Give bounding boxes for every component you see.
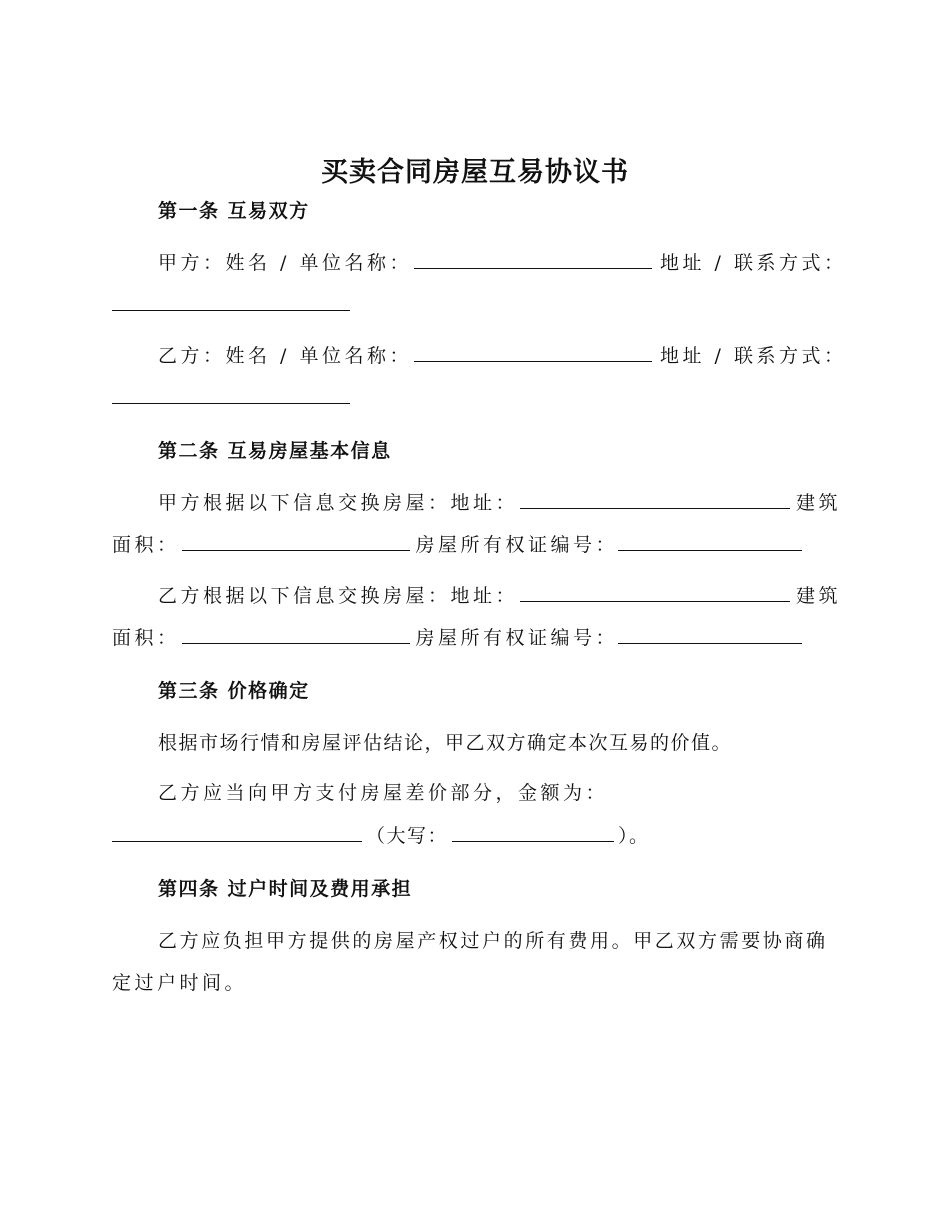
amount-blank[interactable] xyxy=(112,823,362,842)
party-a-address-label: 地址 / 联系方式： xyxy=(660,252,847,274)
party-b-line xyxy=(158,343,846,369)
amount-upper-close: ）。 xyxy=(618,825,650,847)
party-a-house-line xyxy=(158,490,841,516)
party-b-address-blank[interactable] xyxy=(112,385,350,404)
party-a-address-blank[interactable] xyxy=(112,292,350,311)
party-b-name-blank[interactable] xyxy=(414,343,652,362)
party-b-cert-blank[interactable] xyxy=(618,625,802,644)
party-a-area-line xyxy=(112,532,802,558)
amount-line xyxy=(112,823,650,849)
party-a-area-blank[interactable] xyxy=(182,532,410,551)
article-4-paragraph-line-2: 定过户时间。 xyxy=(112,972,248,994)
party-b-area-label-2: 面积： xyxy=(112,627,180,649)
party-b-area-line xyxy=(112,625,802,651)
article-3-paragraph-1: 根据市场行情和房屋评估结论，甲乙双方确定本次互易的价值。 xyxy=(158,732,733,754)
party-a-prefix: 甲方： xyxy=(158,252,226,274)
party-b-address-label: 地址 / 联系方式： xyxy=(660,345,847,367)
party-a-area-label-1: 建筑 xyxy=(796,492,842,514)
party-a-address-blank-line xyxy=(112,292,350,318)
party-b-address-blank-line xyxy=(112,385,350,411)
article-2-heading: 第二条 互易房屋基本信息 xyxy=(158,440,392,462)
party-b-prefix: 乙方： xyxy=(158,345,226,367)
document-title: 买卖合同房屋互易协议书 xyxy=(321,157,629,188)
article-3-heading: 第三条 价格确定 xyxy=(158,680,310,702)
party-a-house-address-label: 地址： xyxy=(450,492,519,514)
party-a-line xyxy=(158,250,846,276)
party-a-name-label: 姓名 / 单位名称： xyxy=(225,252,412,274)
article-1-heading: 第一条 互易双方 xyxy=(158,200,310,222)
party-a-cert-label: 房屋所有权证编号： xyxy=(415,534,619,556)
party-b-cert-label: 房屋所有权证编号： xyxy=(415,627,619,649)
party-b-area-blank[interactable] xyxy=(182,625,410,644)
party-a-name-blank[interactable] xyxy=(414,250,652,269)
party-b-house-line xyxy=(158,583,841,609)
article-3-paragraph-2: 乙方应当向甲方支付房屋差价部分，金额为： xyxy=(158,782,609,804)
party-b-house-address-label: 地址： xyxy=(450,585,519,607)
party-b-name-label: 姓名 / 单位名称： xyxy=(225,345,412,367)
party-a-cert-blank[interactable] xyxy=(618,532,802,551)
party-a-area-label-2: 面积： xyxy=(112,534,180,556)
party-a-house-address-blank[interactable] xyxy=(520,490,790,509)
party-b-area-label-1: 建筑 xyxy=(796,585,842,607)
amount-upper-open: （大写： xyxy=(366,825,449,847)
party-b-house-address-blank[interactable] xyxy=(520,583,790,602)
party-a-house-intro: 甲方根据以下信息交换房屋： xyxy=(158,492,451,514)
article-4-paragraph-line-1: 乙方应负担甲方提供的房屋产权过户的所有费用。甲乙双方需要协商确 xyxy=(158,930,828,952)
amount-upper-blank[interactable] xyxy=(452,823,614,842)
party-b-house-intro: 乙方根据以下信息交换房屋： xyxy=(158,585,451,607)
article-4-heading: 第四条 过户时间及费用承担 xyxy=(158,878,413,900)
